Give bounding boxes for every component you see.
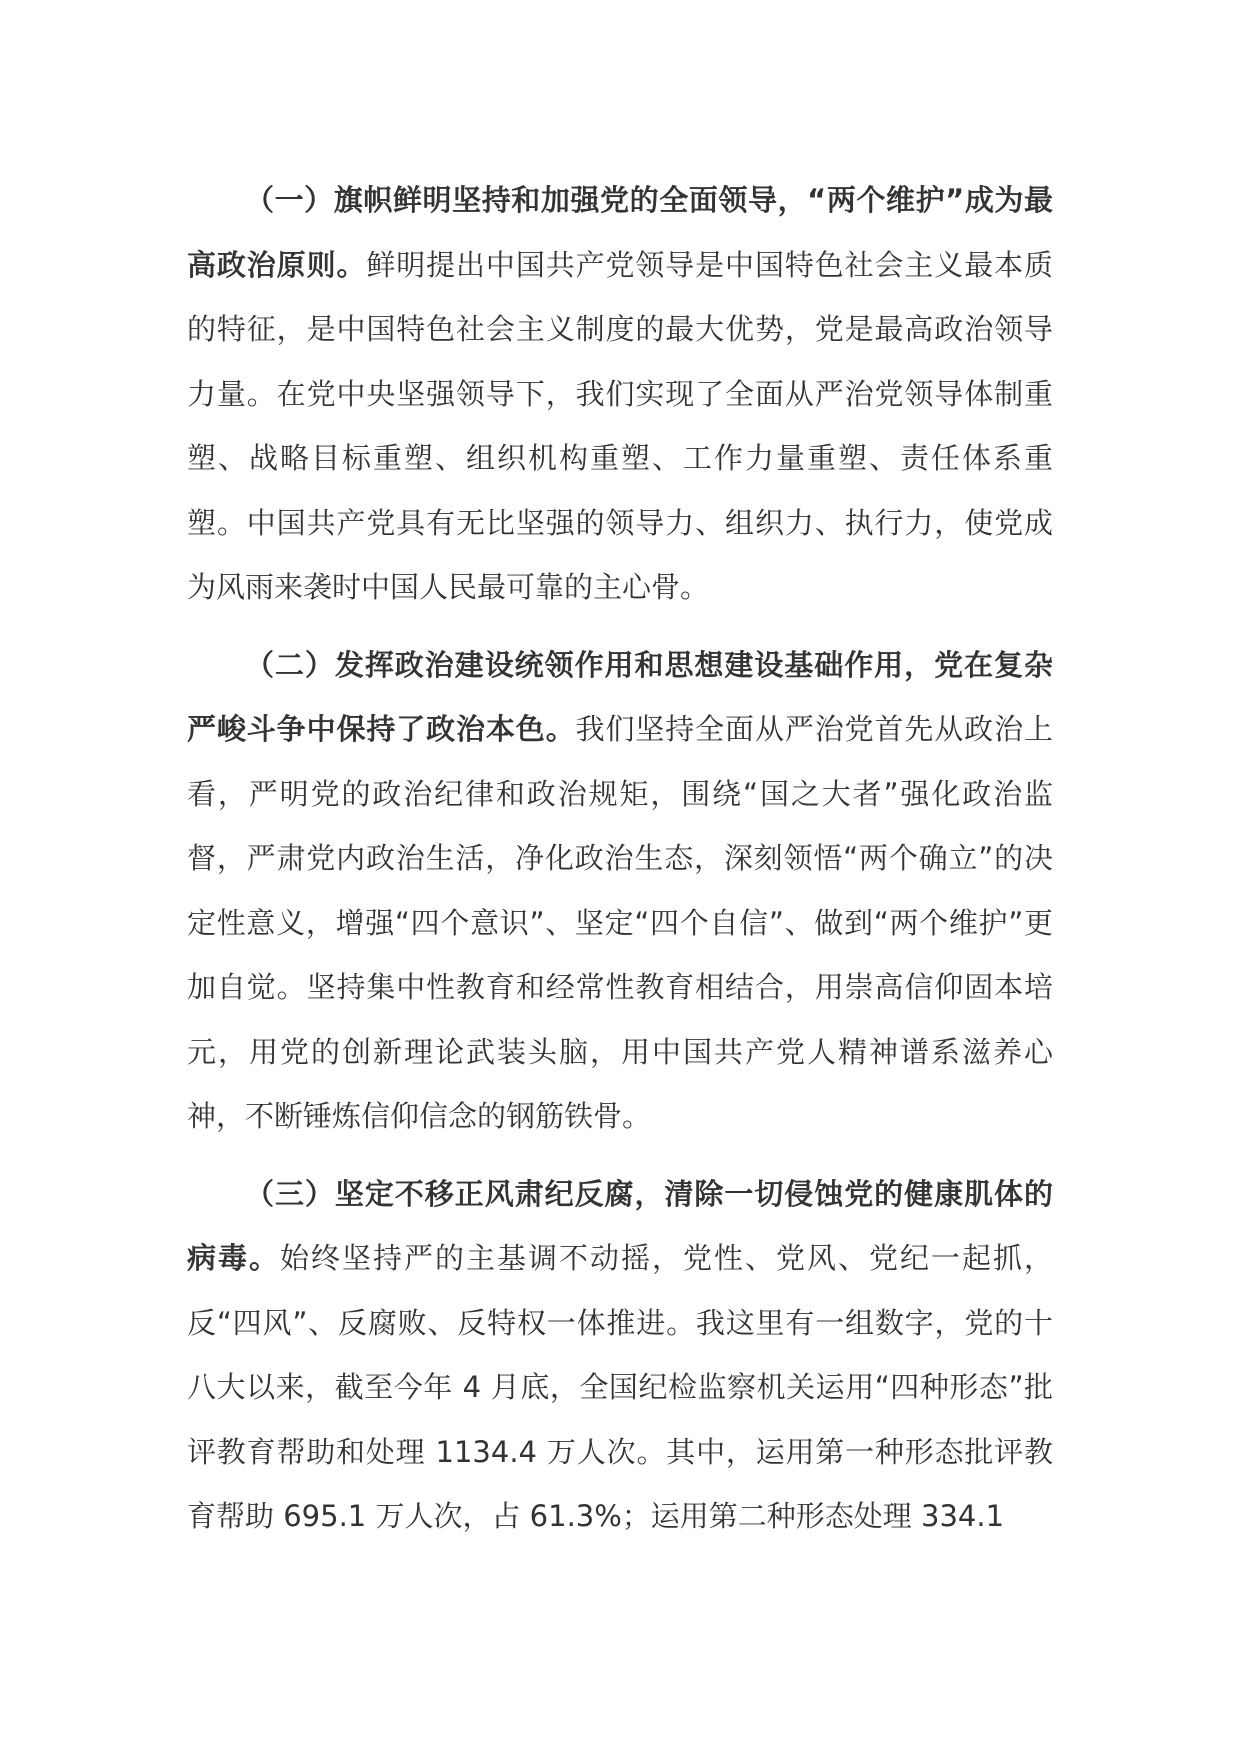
paragraph-3 [187, 1162, 1053, 1549]
paragraph-3-heading: （三）坚定不移正风肃纪反腐，清除一切侵蚀党的健康肌体的病毒。 [187, 1176, 1053, 1275]
paragraph-1 [187, 168, 1053, 620]
document-body [187, 168, 1053, 1562]
paragraph-1-text: 鲜明提出中国共产党领导是中国特色社会主义最本质的特征，是中国特色社会主义制度的最大优势，党是最高政治领导力量。在党中央坚强领导下，我们实现了全面从严治党领导体制重塑、战略目标重塑、组织机构重塑、工作力量重塑、责任体系重塑。中国共产党具有无比坚强的领导力、组织力、执行力，使党成为风雨来袭时中国人民最可靠的主心骨。 [187, 247, 1053, 604]
paragraph-1-heading: （一）旗帜鲜明坚持和加强党的全面领导，“两个维护”成为最高政治原则。 [187, 183, 1053, 282]
paragraph-2 [187, 633, 1053, 1149]
paragraph-2-text: 我们坚持全面从严治党首先从政治上看，严明党的政治纪律和政治规矩，围绕“国之大者”强化政治监督，严肃党内政治生活，净化政治生态，深刻领悟“两个确立”的决定性意义，增强“四个意识”、坚定“四个自信”、做到“两个维护”更加自觉。坚持集中性教育和经常性教育相结合，用崇高信仰固本培元，用党的创新理论武装头脑，用中国共产党人精神谱系滋养心神，不断锤炼信仰信念的钢筋铁骨。 [187, 712, 1053, 1133]
paragraph-2-heading: （二）发挥政治建设统领作用和思想建设基础作用，党在复杂严峻斗争中保持了政治本色。 [187, 647, 1053, 746]
paragraph-3-text: 始终坚持严的主基调不动摇，党性、党风、党纪一起抓，反“四风”、反腐败、反特权一体推进。我这里有一组数字，党的十八大以来，截至今年 4 月底，全国纪检监察机关运用“四种形态”批评教育帮助和处理 1134.4 万人次。其中，运用第一种形态批评教育帮助 695.1 万人次，占 61.3%；运用第二种形态处理 334.1 [187, 1241, 1053, 1533]
